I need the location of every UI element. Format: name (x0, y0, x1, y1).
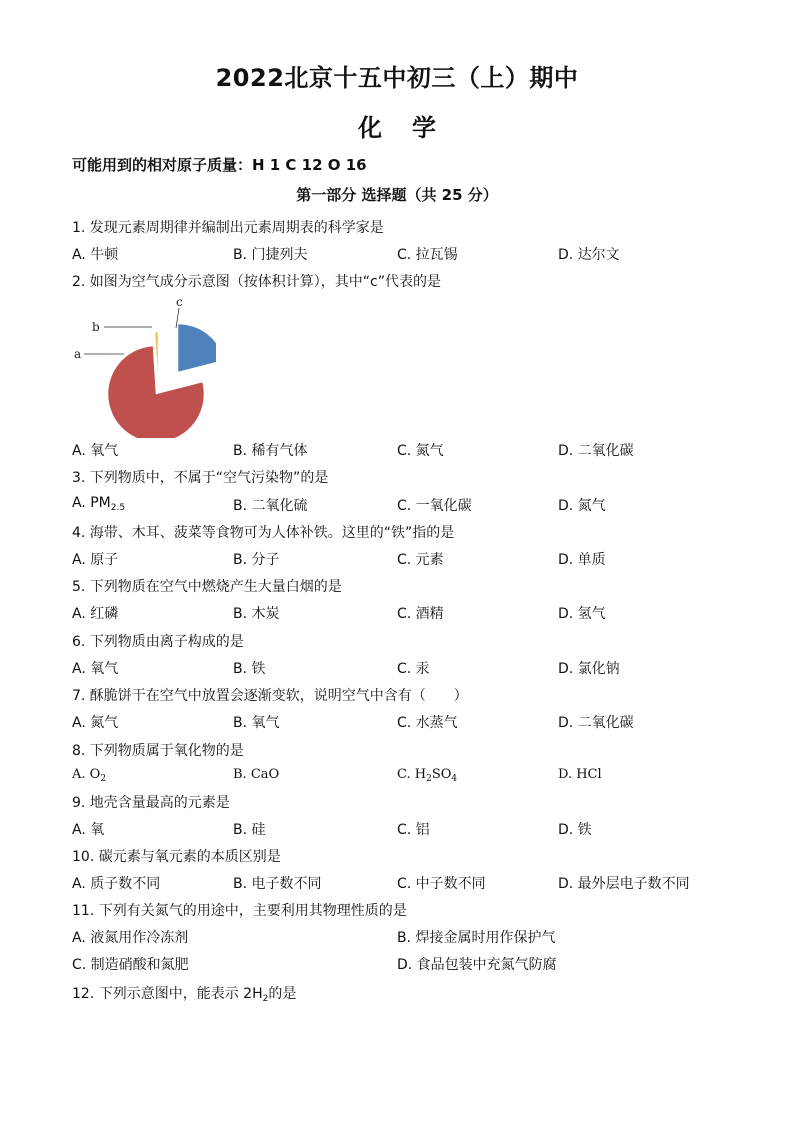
option-b[interactable]: B. 硅 (233, 822, 266, 838)
pm-subscript: 2.5 (110, 503, 126, 513)
question-8-options (72, 767, 752, 787)
pie-label-b: b (92, 320, 100, 334)
option-a[interactable]: A. 液氮用作冷冻剂 (72, 930, 189, 946)
option-c[interactable]: C. 铝 (397, 822, 430, 838)
option-c[interactable]: C. 水蒸气 (397, 715, 458, 731)
option-c[interactable]: C. 一氧化碳 (397, 498, 472, 514)
option-b[interactable]: B. 门捷列夫 (233, 247, 308, 263)
air-composition-pie-chart (66, 292, 216, 438)
option-d[interactable]: D. 氮气 (558, 498, 606, 514)
option-d[interactable]: D. HCl (558, 767, 602, 782)
pie-label-c: c (176, 295, 183, 309)
question-12: 12. 下列示意图中，能表示 $2H_2$的是 (72, 986, 297, 1004)
option-d[interactable]: D. 铁 (558, 822, 592, 838)
option-a[interactable]: A. $PM_{2.5}$ (72, 495, 126, 513)
option-b[interactable]: B. 二氧化硫 (233, 498, 308, 514)
pie-slice-b (155, 332, 158, 380)
question-2: 2. 如图为空气成分示意图（按体积计算），其中“c”代表的是 (72, 274, 442, 290)
option-a[interactable]: A. 原子 (72, 552, 119, 568)
option-a[interactable]: A. 红磷 (72, 606, 119, 622)
question-3: 3. 下列物质中，不属于“空气污染物”的是 (72, 470, 329, 486)
option-d[interactable]: D. 氯化钠 (558, 661, 620, 677)
option-a[interactable]: A. 质子数不同 (72, 876, 161, 892)
option-a[interactable]: A. 牛顿 (72, 247, 119, 263)
question-11-options-row1 (72, 927, 752, 947)
option-d[interactable]: D. 食品包装中充氮气防腐 (397, 957, 557, 973)
question-10-options (72, 873, 752, 893)
section-heading: 第一部分 选择题（共 25 分） (296, 186, 498, 204)
question-3-options (72, 495, 752, 515)
option-b[interactable]: B. 稀有气体 (233, 443, 308, 459)
question-2-options (72, 440, 752, 460)
option-a[interactable]: A. 氮气 (72, 715, 119, 731)
option-c[interactable]: C. 酒精 (397, 606, 444, 622)
option-c[interactable]: C. 元素 (397, 552, 444, 568)
option-c[interactable]: C. 汞 (397, 661, 430, 677)
subject-title: 化学 (358, 114, 466, 142)
option-d[interactable]: D. 二氧化碳 (558, 443, 634, 459)
option-c[interactable]: C. 拉瓦锡 (397, 247, 458, 263)
question-6: 6. 下列物质由离子构成的是 (72, 634, 244, 650)
option-c[interactable]: C. $H_2SO_4$ (397, 767, 458, 784)
question-5-options (72, 603, 752, 623)
option-a[interactable]: A. 氧气 (72, 661, 119, 677)
option-a[interactable]: A. 氧 (72, 822, 105, 838)
option-b[interactable]: B. 氧气 (233, 715, 280, 731)
question-1: 1. 发现元素周期律并编制出元素周期表的科学家是 (72, 220, 384, 236)
page-title: 2022北京十五中初三（上）期中 (215, 64, 579, 92)
option-b[interactable]: B. 电子数不同 (233, 876, 322, 892)
question-9: 9. 地壳含量最高的元素是 (72, 795, 230, 811)
question-5: 5. 下列物质在空气中燃烧产生大量白烟的是 (72, 579, 342, 595)
question-6-options (72, 658, 752, 678)
question-4: 4. 海带、木耳、菠菜等食物可为人体补铁。这里的“铁”指的是 (72, 525, 455, 541)
option-d[interactable]: D. 达尔文 (558, 247, 620, 263)
pie-label-a: a (74, 347, 82, 361)
option-c[interactable]: C. 中子数不同 (397, 876, 486, 892)
question-4-options (72, 549, 752, 569)
option-b[interactable]: B. 木炭 (233, 606, 280, 622)
pie-slice-c (178, 324, 216, 372)
atomic-mass-note: 可能用到的相对原子质量：H 1 C 12 O 16 (72, 156, 367, 174)
option-d[interactable]: D. 二氧化碳 (558, 715, 634, 731)
question-10: 10. 碳元素与氧元素的本质区别是 (72, 849, 281, 865)
option-b[interactable]: B. 分子 (233, 552, 280, 568)
option-c[interactable]: C. 氮气 (397, 443, 444, 459)
option-a[interactable]: A. 氧气 (72, 443, 119, 459)
option-d[interactable]: D. 单质 (558, 552, 606, 568)
question-7-options (72, 712, 752, 732)
question-7: 7. 酥脆饼干在空气中放置会逐渐变软，说明空气中含有（ ） (72, 688, 468, 704)
option-d[interactable]: D. 最外层电子数不同 (558, 876, 690, 892)
question-11: 11. 下列有关氮气的用途中，主要利用其物理性质的是 (72, 903, 407, 919)
option-a[interactable]: A. $O_2$ (72, 767, 107, 784)
question-11-options-row2 (72, 954, 752, 974)
option-b[interactable]: B. CaO (233, 767, 280, 782)
question-9-options (72, 819, 752, 839)
option-b[interactable]: B. 焊接金属时用作保护气 (397, 930, 556, 946)
option-c[interactable]: C. 制造硝酸和氮肥 (72, 957, 189, 973)
question-8: 8. 下列物质属于氧化物的是 (72, 743, 244, 759)
question-1-options (72, 244, 752, 264)
option-b[interactable]: B. 铁 (233, 661, 266, 677)
option-d[interactable]: D. 氢气 (558, 606, 606, 622)
